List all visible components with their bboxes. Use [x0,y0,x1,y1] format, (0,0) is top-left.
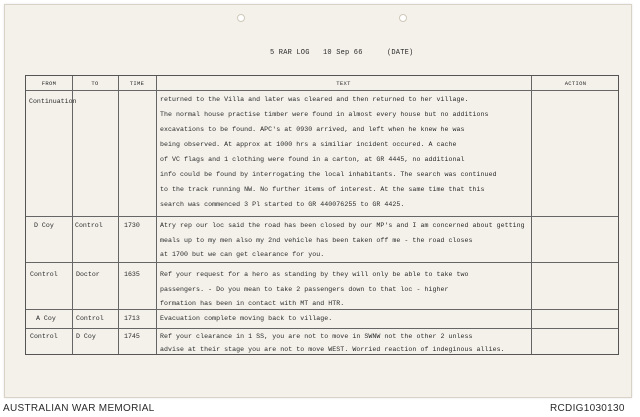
punch-hole-left [237,14,245,22]
row-divider [26,216,618,217]
row-from: D Coy [34,222,54,229]
column-divider [72,76,73,354]
column-divider [156,76,157,354]
row-from: A Coy [36,315,56,322]
row-to: Doctor [76,271,100,278]
row-divider [26,328,618,329]
footer-source: AUSTRALIAN WAR MEMORIAL [3,403,155,414]
log-text-line: at 1700 but we can get clearance for you. [160,251,325,258]
row-time: 1745 [124,333,140,340]
log-text-line: Evacuation complete moving back to village. [160,315,333,322]
log-text-line: of VC flags and 1 clothing were found in a carton, at GR 4445, no additional [160,156,465,163]
row-time: 1635 [124,271,140,278]
log-text-line: search was commenced 3 Pl started to GR 440076255 to GR 4425. [160,201,405,208]
log-text-line: to the track running NW. No further items of interest. At the same time that this [160,186,485,193]
row-to: Control [76,315,104,322]
log-text-line: The normal house practise timber were found in almost every house but no additions [160,111,489,118]
row-time: 1730 [124,222,140,229]
log-text-line: Ref your clearance in 1 SS, you are not to move in SWNW not the other 2 unless [160,333,473,340]
column-divider [531,76,532,354]
log-date: 10 Sep 66 [323,49,363,57]
log-text-line: returned to the Villa and later was cleared and then returned to her village. [160,96,469,103]
log-text-line: advise at their stage you are not to move WEST. Worried reaction of indeginous allies. [160,346,505,353]
log-unit: 5 RAR LOG [270,49,310,57]
log-text-line: info could be found by interrogating the local inhabitants. The search was continued [160,171,497,178]
column-header-to: TO [91,80,99,87]
column-header-action: ACTION [564,80,587,87]
log-text-line: Atry rep our loc said the road has been closed by our MP's and I am concerned about getting [160,222,525,229]
row-from: Continuation [29,98,77,105]
log-table [25,75,619,355]
log-text-line: meals up to my men also my 2nd vehicle has been taken off me - the road closes [160,237,473,244]
column-header-text: TEXT [336,80,351,87]
row-to: Control [75,222,103,229]
header-divider [26,90,618,91]
row-to: D Coy [76,333,96,340]
row-divider [26,262,618,263]
row-from: Control [30,271,58,278]
punch-hole-right [399,14,407,22]
footer-record-id: RCDIG1030130 [550,403,625,414]
row-divider [26,309,618,310]
column-divider [118,76,119,354]
row-from: Control [30,333,58,340]
log-date-label: (DATE) [387,49,414,57]
log-text-line: excavations to be found. APC's at 0930 arrived, and left when he knew he was [160,126,465,133]
column-header-from: FROM [41,80,57,87]
row-time: 1713 [124,315,140,322]
log-text-line: being observed. At approx at 1000 hrs a similiar incident occured. A cache [160,141,457,148]
column-header-time: TIME [129,80,145,87]
log-sheet [4,4,632,398]
log-text-line: passengers. - Do you mean to take 2 passengers down to that loc - higher [160,286,449,293]
log-text-line: formation has been in contact with MT and HTR. [160,300,345,307]
log-text-line: Ref your request for a hero as standing by they will only be able to take two [160,271,469,278]
